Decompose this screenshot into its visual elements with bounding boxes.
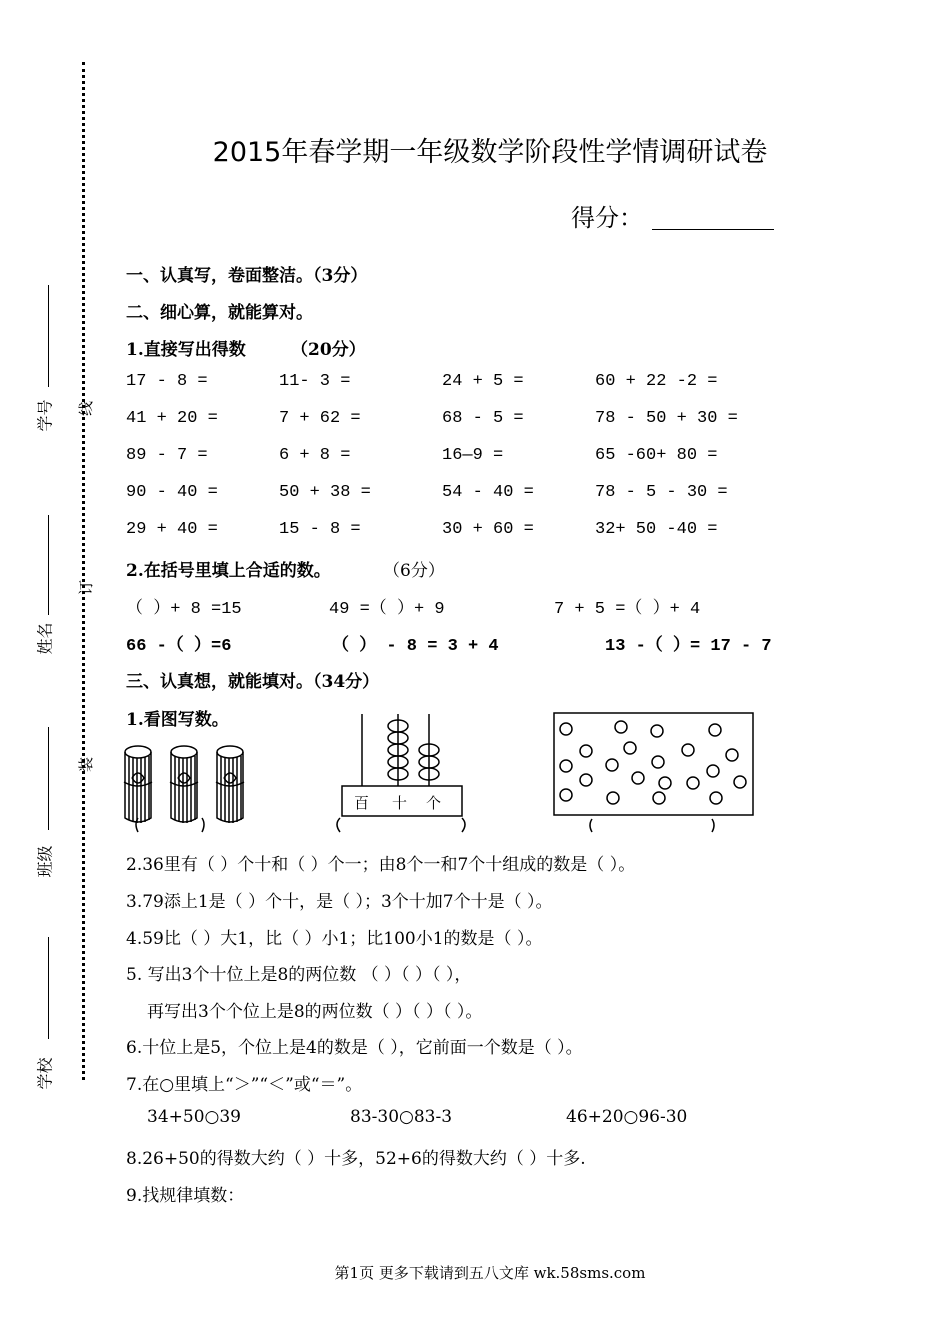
question-3-5a: 5. 写出3个十位上是8的两位数 （ ）（ ）（ ）， — [126, 965, 472, 985]
calc-item: 50 + 38 = — [279, 483, 371, 502]
stick-bundles-figure — [118, 742, 258, 836]
fill-item: 66 -（ ）=6 — [126, 637, 232, 656]
page-title: 2015年春学期一年级数学阶段性学情调研试卷 — [212, 137, 768, 168]
calc-item: 32+ 50 -40 = — [595, 520, 718, 539]
calc-item: 24 + 5 = — [442, 372, 524, 391]
student-name-field[interactable] — [48, 515, 49, 615]
fill-item: 49 =（ ）+ 9 — [329, 600, 445, 619]
calc-item: 41 + 20 = — [126, 409, 218, 428]
school-field[interactable] — [48, 937, 49, 1039]
answer-paren-right — [712, 819, 714, 832]
fill-item: （ ）+ 8 =15 — [126, 600, 242, 619]
abacus-label-hundreds: 百 — [354, 794, 370, 812]
student-number-label: 学号 — [35, 399, 55, 432]
binding-xian-mark: 线 — [77, 400, 96, 417]
question-2-title: 2.在括号里填上合适的数。 — [126, 561, 331, 581]
calc-item: 78 - 5 - 30 = — [595, 483, 728, 502]
question-3-3: 3.79添上1是（ ）个十，是（ ）；3个十加7个十是（ ）。 — [126, 892, 553, 912]
circles-figure — [552, 711, 757, 835]
calc-item: 30 + 60 = — [442, 520, 534, 539]
section-2-heading: 二、细心算，就能算对。 — [126, 303, 313, 323]
calc-item: 17 - 8 = — [126, 372, 208, 391]
calc-item: 15 - 8 = — [279, 520, 361, 539]
abacus-label-tens: 十 — [392, 794, 408, 812]
abacus-label-ones: 个 — [426, 794, 442, 812]
class-field[interactable] — [48, 727, 49, 830]
answer-paren-left — [337, 818, 340, 832]
question-3-5b: 再写出3个个位上是8的两位数（ ）（ ）（ ）。 — [147, 1002, 483, 1022]
answer-paren-right — [202, 818, 204, 832]
student-name-label: 姓名 — [35, 622, 55, 655]
answer-paren-left — [590, 819, 592, 832]
stick-bundle — [170, 746, 198, 823]
student-number-field[interactable] — [48, 285, 49, 387]
stick-bundle — [216, 746, 244, 823]
calc-item: 90 - 40 = — [126, 483, 218, 502]
question-2-points: （6分） — [383, 561, 445, 581]
calc-item: 78 - 50 + 30 = — [595, 409, 738, 428]
calc-item: 54 - 40 = — [442, 483, 534, 502]
question-3-9: 9.找规律填数： — [126, 1186, 245, 1206]
calc-item: 16—9 = — [442, 446, 504, 465]
calc-item: 68 - 5 = — [442, 409, 524, 428]
section-3-heading: 三、认真想，就能填对。（34分） — [126, 672, 380, 692]
calc-item: 6 + 8 = — [279, 446, 351, 465]
binding-zhuang-mark: 装 — [77, 756, 96, 773]
score-label: 得分： — [571, 204, 643, 232]
class-label: 班级 — [35, 845, 55, 878]
question-1-title: 1.直接写出得数 — [126, 340, 246, 360]
calc-item: 29 + 40 = — [126, 520, 218, 539]
compare-item: 34+50○39 — [147, 1107, 241, 1127]
fill-item: （ ） - 8 = 3 + 4 — [332, 637, 499, 656]
score-field[interactable] — [652, 229, 774, 230]
answer-paren-right — [462, 818, 465, 832]
calc-item: 65 -60+ 80 = — [595, 446, 718, 465]
fill-item: 7 + 5 =（ ）+ 4 — [554, 600, 701, 619]
counting-circles — [560, 721, 746, 804]
question-3-6: 6.十位上是5，个位上是4的数是（ ），它前面一个数是（ ）。 — [126, 1038, 583, 1058]
fill-item: 13 -（ ）= 17 - 7 — [605, 637, 772, 656]
calc-item: 89 - 7 = — [126, 446, 208, 465]
question-3-4: 4.59比（ ）大1，比（ ）小1；比100小1的数是（ ）。 — [126, 929, 543, 949]
calc-item: 7 + 62 = — [279, 409, 361, 428]
calc-item: 11- 3 = — [279, 372, 351, 391]
question-3-2: 2.36里有（ ）个十和（ ）个一；由8个一和7个十组成的数是（ ）。 — [126, 855, 636, 875]
abacus-figure — [330, 708, 475, 838]
section-1-heading: 一、认真写，卷面整洁。（3分） — [126, 266, 368, 286]
question-3-8: 8.26+50的得数大约（ ）十多，52+6的得数大约（ ）十多. — [126, 1149, 586, 1169]
calc-item: 60 + 22 -2 = — [595, 372, 718, 391]
question-1-points: （20分） — [291, 340, 366, 360]
compare-item: 46+20○96-30 — [566, 1107, 688, 1127]
school-label: 学校 — [35, 1057, 55, 1090]
compare-item: 83-30○83-3 — [350, 1107, 453, 1127]
question-3-7: 7.在○里填上“＞”“＜”或“＝”。 — [126, 1075, 363, 1095]
page-footer: 第1页 更多下载请到五八文库 wk.58sms.com — [334, 1264, 646, 1282]
binding-dotted-line — [82, 62, 85, 1080]
stick-bundle — [124, 746, 152, 823]
binding-ding-mark: 订 — [77, 579, 96, 596]
question-3-1-title: 1.看图写数。 — [126, 710, 229, 730]
